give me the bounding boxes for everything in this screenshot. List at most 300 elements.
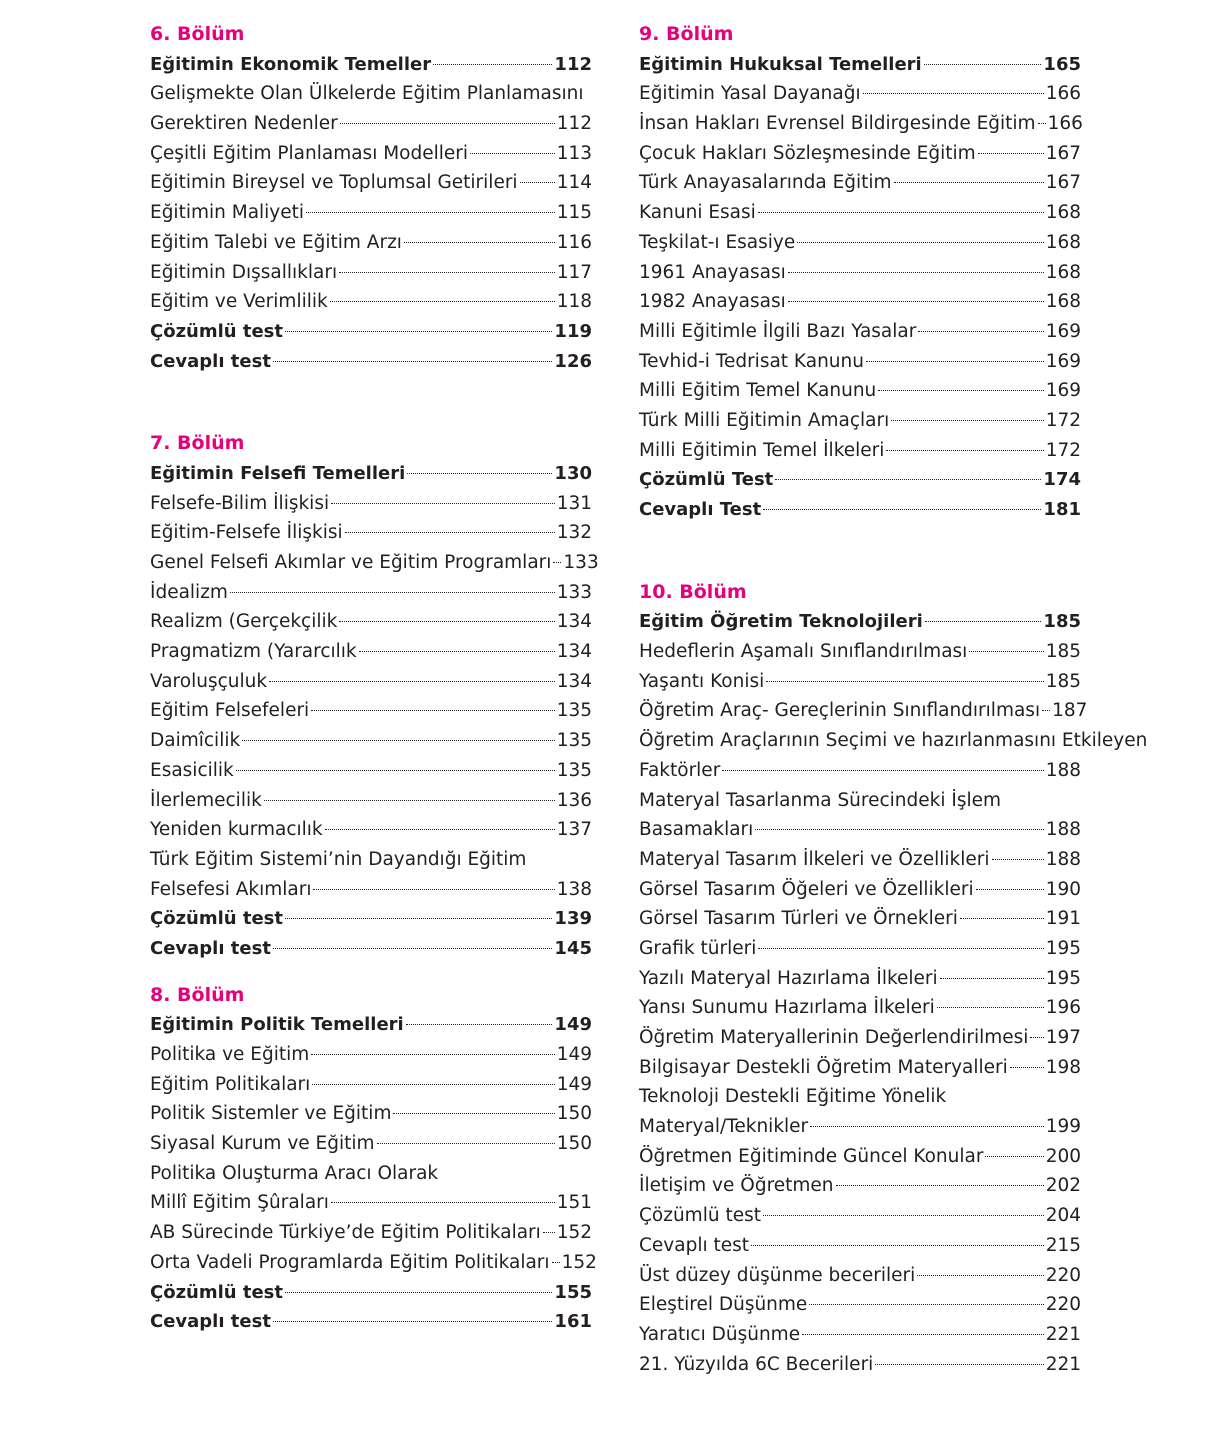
dot-leader — [758, 948, 1043, 949]
dot-leader — [755, 829, 1043, 830]
toc-entry[interactable] — [150, 1099, 592, 1129]
page-number: 137 — [556, 819, 592, 841]
entry-title: Cevaplı test — [150, 350, 271, 372]
entry-title: Bilgisayar Destekli Öğretim Materyalleri — [639, 1056, 1008, 1078]
toc-entry[interactable] — [150, 198, 592, 228]
entry-title: Çözümlü test — [150, 1281, 284, 1303]
toc-entry[interactable] — [639, 1023, 1081, 1053]
entry-title: Çözümlü test — [639, 1205, 761, 1227]
page-number: 130 — [554, 462, 592, 484]
entry-title: Gerektiren Nedenler — [150, 113, 338, 135]
toc-entry[interactable] — [150, 667, 592, 697]
dot-leader — [340, 123, 555, 124]
page-number: 197 — [1045, 1027, 1081, 1048]
entry-title: Eğitimin Dışsallıkları — [150, 261, 338, 283]
toc-entry[interactable] — [639, 1290, 1081, 1320]
entry-title: İnsan Hakları Evrensel Bildirgesinde Eğitim — [639, 113, 1036, 135]
page-number: 168 — [1045, 291, 1081, 313]
dot-leader — [359, 651, 555, 652]
toc-entry[interactable] — [150, 168, 592, 198]
entry-title: Milli Eğitimin Temel İlkeleri — [639, 439, 885, 461]
dot-leader — [285, 331, 552, 332]
dot-leader — [264, 800, 555, 801]
toc-entry[interactable] — [639, 1320, 1081, 1350]
entry-title: Eğitimin Ekonomik Temeller — [150, 53, 432, 75]
page-number: 136 — [556, 789, 592, 811]
dot-leader — [230, 592, 555, 593]
section-heading: 6. Bölüm — [150, 23, 245, 45]
toc-entry[interactable] — [639, 637, 1081, 667]
page-number: 196 — [1045, 997, 1081, 1019]
dot-leader — [924, 64, 1042, 65]
page-number: 188 — [1045, 819, 1081, 841]
entry-title: Eğitimin Politik Temelleri — [150, 1014, 404, 1036]
entry-title: Yeniden kurmacılık — [150, 819, 323, 841]
entry-title: Türk Eğitim Sistemi’nin Dayandığı Eğitim — [150, 848, 527, 870]
toc-entry[interactable] — [639, 376, 1081, 406]
page-number: 117 — [556, 261, 592, 283]
dot-leader — [520, 182, 555, 183]
page-number: 149 — [556, 1073, 592, 1095]
page-number: 133 — [556, 581, 592, 603]
toc-entry[interactable] — [639, 198, 1081, 228]
page-number: 198 — [1045, 1056, 1081, 1078]
toc-entry[interactable] — [150, 1010, 592, 1040]
entry-title: Orta Vadeli Programlarda Eğitim Politikaları — [150, 1251, 550, 1273]
page-number: 132 — [556, 522, 592, 544]
entry-title: Türk Milli Eğitimin Amaçları — [639, 409, 890, 431]
page-number: 167 — [1045, 172, 1081, 194]
dot-leader — [330, 301, 555, 302]
toc-entry[interactable] — [639, 607, 1081, 637]
dot-leader — [433, 64, 552, 65]
toc-entry[interactable] — [150, 317, 592, 347]
dot-leader — [985, 1156, 1043, 1157]
dot-leader — [273, 361, 553, 362]
dot-leader — [242, 740, 555, 741]
toc-entry[interactable] — [150, 518, 592, 548]
entry-title: Genel Felsefi Akımlar ve Eğitim Programları — [150, 552, 552, 573]
page-number: 135 — [556, 759, 592, 781]
page-number: 139 — [554, 908, 592, 930]
page-number: 185 — [1045, 641, 1081, 663]
entry-title: Öğretmen Eğitiminde Güncel Konular — [639, 1145, 984, 1167]
page-number: 126 — [554, 350, 592, 372]
toc-entry[interactable] — [150, 1070, 592, 1100]
page-number: 149 — [554, 1014, 592, 1036]
entry-title: Cevaplı test — [639, 1234, 750, 1256]
dot-leader — [763, 509, 1041, 510]
dot-leader — [810, 1126, 1044, 1127]
entry-title: Felsefe-Bilim İlişkisi — [150, 492, 330, 514]
entry-title: Yansı Sunumu Hazırlama İlkeleri — [639, 997, 935, 1019]
entry-title: Eğitimin Bireysel ve Toplumsal Getirileri — [150, 172, 518, 194]
dot-leader — [878, 390, 1043, 391]
dot-leader — [751, 1245, 1044, 1246]
toc-entry[interactable] — [639, 347, 1081, 377]
toc-entry[interactable] — [639, 1231, 1081, 1261]
dot-leader — [917, 1275, 1043, 1276]
entry-title: Cevaplı test — [150, 937, 271, 959]
entry-title: Hedeflerin Aşamalı Sınıflandırılması — [639, 641, 968, 663]
dot-leader — [758, 212, 1044, 213]
dot-leader — [552, 1262, 560, 1263]
toc-entry[interactable] — [150, 578, 592, 608]
entry-title: Grafik türleri — [639, 937, 757, 959]
page-number: 187 — [1052, 700, 1088, 722]
toc-entry[interactable] — [150, 1129, 592, 1159]
dot-leader — [269, 681, 555, 682]
dot-leader — [553, 562, 561, 563]
page-number: 221 — [1045, 1323, 1081, 1345]
entry-title: Politika ve Eğitim — [150, 1044, 310, 1065]
entry-title: Çözümlü Test — [639, 469, 774, 491]
toc-entry[interactable] — [150, 287, 592, 317]
dot-leader — [891, 420, 1043, 421]
toc-entry[interactable] — [639, 1261, 1081, 1291]
toc-entry[interactable] — [639, 696, 1088, 726]
entry-title: Pragmatizm (Yararcılık — [150, 641, 357, 663]
entry-title: Eğitim ve Verimlilik — [150, 291, 328, 313]
dot-leader — [960, 918, 1044, 919]
toc-entry[interactable] — [150, 637, 592, 667]
page-number: 131 — [556, 492, 592, 514]
toc-entry[interactable] — [639, 465, 1081, 495]
entry-title: 1982 Anayasası — [639, 291, 786, 313]
dot-leader — [797, 242, 1043, 243]
dot-leader — [937, 1007, 1044, 1008]
toc-entry[interactable] — [150, 1040, 592, 1070]
entry-title: Öğretim Araç- Gereçlerinin Sınıflandırılması — [639, 700, 1041, 722]
toc-entry[interactable] — [639, 1201, 1081, 1231]
page-number: 135 — [556, 700, 592, 722]
toc-entry[interactable] — [150, 696, 592, 726]
entry-title: Cevaplı Test — [639, 499, 762, 520]
entry-title: Materyal Tasarlanma Sürecindeki İşlem — [639, 789, 1002, 811]
page-number: 112 — [554, 53, 592, 75]
page-number: 155 — [554, 1281, 592, 1303]
page-number: 172 — [1045, 409, 1081, 431]
page-number: 169 — [1045, 320, 1081, 342]
page-number: 220 — [1045, 1264, 1081, 1286]
page-number: 152 — [556, 1222, 592, 1244]
dot-leader — [345, 532, 555, 533]
entry-title: Öğretim Materyallerinin Değerlendirilmesi — [639, 1027, 1029, 1048]
toc-entry[interactable] — [150, 347, 592, 377]
dot-leader — [809, 1304, 1043, 1305]
dot-leader — [918, 331, 1043, 332]
toc-entry[interactable] — [150, 139, 592, 169]
page-number: 150 — [556, 1103, 592, 1125]
entry-title: Çeşitli Eğitim Planlaması Modelleri — [150, 142, 469, 164]
toc-entry[interactable] — [150, 459, 592, 489]
entry-title: Eğitimin Felsefi Temelleri — [150, 462, 406, 484]
toc-entry[interactable] — [639, 875, 1081, 905]
toc-entry[interactable] — [639, 1112, 1081, 1142]
dot-leader — [763, 1215, 1044, 1216]
toc-section — [639, 20, 1081, 525]
dot-leader — [722, 770, 1043, 771]
page-number: 166 — [1047, 113, 1083, 135]
page-number: 116 — [556, 231, 592, 253]
toc-entry[interactable] — [639, 139, 1081, 169]
toc-entry[interactable] — [639, 436, 1081, 466]
entry-title: Materyal Tasarım İlkeleri ve Özellikleri — [639, 848, 990, 870]
dot-leader — [285, 918, 552, 919]
dot-leader — [802, 1334, 1044, 1335]
toc-entry[interactable] — [150, 489, 592, 519]
dot-leader — [406, 1024, 553, 1025]
toc-entry[interactable] — [150, 607, 592, 637]
entry-title: Daimîcilik — [150, 730, 241, 752]
toc-entry[interactable] — [150, 109, 592, 139]
entry-title: Milli Eğitimle İlgili Bazı Yasalar — [639, 320, 917, 342]
toc-left-column — [150, 20, 599, 1390]
dot-leader — [285, 1292, 552, 1293]
entry-title: Eğitimin Maliyeti — [150, 202, 305, 224]
toc-entry[interactable] — [639, 815, 1081, 845]
dot-leader — [866, 361, 1044, 362]
entry-title: Eğitim Politikaları — [150, 1073, 311, 1095]
section-heading: 8. Bölüm — [150, 983, 245, 1006]
toc-entry[interactable] — [639, 934, 1081, 964]
toc-entry[interactable] — [639, 726, 1148, 756]
entry-title: Politik Sistemler ve Eğitim — [150, 1103, 392, 1125]
page-number: 167 — [1045, 142, 1081, 164]
dot-leader — [1038, 123, 1046, 124]
toc-entry[interactable] — [150, 845, 592, 875]
page-number: 200 — [1045, 1145, 1081, 1167]
page-number: 138 — [556, 878, 592, 900]
entry-title: Yazılı Materyal Hazırlama İlkeleri — [639, 967, 938, 989]
page-number: 185 — [1045, 670, 1081, 692]
page-number: 113 — [556, 142, 592, 164]
page-number: 118 — [556, 291, 592, 313]
page-number: 134 — [556, 641, 592, 663]
toc-entry[interactable] — [639, 845, 1081, 875]
toc-entry[interactable] — [150, 1218, 592, 1248]
toc-entry[interactable] — [150, 548, 599, 578]
entry-title: Siyasal Kurum ve Eğitim — [150, 1133, 375, 1155]
page-number: 188 — [1045, 759, 1081, 781]
entry-title: Yaratıcı Düşünme — [639, 1323, 801, 1345]
toc-entry[interactable] — [639, 287, 1081, 317]
toc-entry[interactable] — [150, 228, 592, 258]
entry-title: İletişim ve Öğretmen — [639, 1175, 834, 1197]
dot-leader — [925, 621, 1042, 622]
toc-entry[interactable] — [639, 317, 1081, 347]
entry-title: Türk Anayasalarında Eğitim — [639, 172, 892, 194]
toc-entry[interactable] — [639, 1171, 1081, 1201]
page-number: 114 — [556, 172, 592, 194]
toc-entry[interactable] — [150, 1188, 592, 1218]
entry-title: Esasicilik — [150, 759, 234, 781]
entry-title: Varoluşçuluk — [150, 670, 268, 692]
dot-leader — [836, 1185, 1044, 1186]
entry-title: Faktörler — [639, 759, 721, 781]
toc-entry[interactable] — [639, 904, 1081, 934]
dot-leader — [894, 182, 1044, 183]
toc-entry[interactable] — [639, 1082, 1081, 1112]
entry-title: Milli Eğitim Temel Kanunu — [639, 380, 877, 402]
dot-leader — [978, 153, 1044, 154]
page-number: 115 — [556, 202, 592, 224]
toc-entry[interactable] — [639, 964, 1081, 994]
dot-leader — [311, 710, 554, 711]
toc-entry[interactable] — [639, 109, 1081, 139]
toc-entry[interactable] — [639, 993, 1081, 1023]
dot-leader — [313, 889, 554, 890]
page-number: 195 — [1045, 967, 1081, 989]
toc-entry[interactable] — [639, 1142, 1081, 1172]
page-number: 202 — [1045, 1175, 1081, 1197]
page-number: 135 — [556, 730, 592, 752]
toc-entry[interactable] — [639, 667, 1081, 697]
toc-entry[interactable] — [150, 815, 592, 845]
toc-entry[interactable] — [639, 406, 1081, 436]
section-heading: 10. Bölüm — [639, 580, 747, 603]
toc-right-column — [639, 20, 1148, 1432]
entry-title: Cevaplı test — [150, 1311, 271, 1333]
page-number: 134 — [556, 611, 592, 633]
dot-leader — [377, 1143, 555, 1144]
entry-title: İlerlemecilik — [150, 789, 262, 811]
page-number: 185 — [1043, 611, 1081, 633]
page-number: 152 — [561, 1251, 597, 1273]
page-number: 199 — [1045, 1116, 1081, 1138]
toc-entry[interactable] — [150, 875, 592, 905]
toc-section — [150, 20, 592, 376]
page-number: 151 — [556, 1192, 592, 1214]
page-number: 195 — [1045, 937, 1081, 959]
dot-leader — [940, 978, 1044, 979]
dot-leader — [863, 93, 1044, 94]
toc-entry[interactable] — [639, 1053, 1081, 1083]
entry-title: Felsefesi Akımları — [150, 878, 312, 900]
toc-entry[interactable] — [150, 786, 592, 816]
toc-entry[interactable] — [150, 1159, 592, 1189]
toc-entry[interactable] — [639, 228, 1081, 258]
entry-title: Eğitim Talebi ve Eğitim Arzı — [150, 231, 402, 253]
toc-entry[interactable] — [150, 1278, 592, 1308]
entry-title: Gelişmekte Olan Ülkelerde Eğitim Planlamasını — [150, 83, 584, 105]
page-number: 165 — [1043, 53, 1081, 75]
entry-title: Görsel Tasarım Öğeleri ve Özellikleri — [639, 878, 974, 900]
entry-title: Basamakları — [639, 819, 754, 841]
entry-title: Tevhid-i Tedrisat Kanunu — [639, 350, 864, 372]
dot-leader — [1010, 1067, 1044, 1068]
toc-entry[interactable] — [150, 726, 592, 756]
toc-entry[interactable] — [639, 786, 1081, 816]
dot-leader — [766, 681, 1043, 682]
dot-leader — [543, 1232, 555, 1233]
page-number: 145 — [554, 937, 592, 959]
toc-entry[interactable] — [150, 79, 592, 109]
dot-leader — [788, 272, 1044, 273]
entry-title: Öğretim Araçlarının Seçimi ve hazırlanmasını Etkileyen — [639, 730, 1148, 752]
entry-title: Eleştirel Düşünme — [639, 1294, 808, 1316]
page-number: 215 — [1045, 1234, 1081, 1256]
page-number: 221 — [1045, 1353, 1081, 1375]
page-number: 174 — [1043, 469, 1081, 491]
toc-entry[interactable] — [639, 79, 1081, 109]
page-number: 166 — [1045, 83, 1081, 105]
entry-title: Millî Eğitim Şûraları — [150, 1192, 329, 1214]
toc-entry[interactable] — [639, 756, 1081, 786]
toc-entry[interactable] — [639, 495, 1081, 525]
toc-entry[interactable] — [150, 934, 592, 964]
dot-leader — [470, 153, 555, 154]
toc-entry[interactable] — [639, 258, 1081, 288]
dot-leader — [404, 242, 555, 243]
entry-title: Üst düzey düşünme becerileri — [639, 1264, 916, 1286]
entry-title: 21. Yüzyılda 6C Becerileri — [639, 1353, 874, 1375]
entry-title: Kanuni Esasi — [639, 202, 756, 224]
page-number: 168 — [1045, 202, 1081, 224]
entry-title: Eğitimin Yasal Dayanağı — [639, 83, 861, 105]
dot-leader — [969, 651, 1043, 652]
entry-title: Çözümlü test — [150, 320, 284, 342]
dot-leader — [886, 450, 1043, 451]
entry-title: İdealizm — [150, 581, 228, 603]
toc-entry[interactable] — [150, 50, 592, 80]
dot-leader — [976, 889, 1044, 890]
dot-leader — [1030, 1037, 1043, 1038]
dot-leader — [775, 479, 1041, 480]
entry-title: AB Sürecinde Türkiye’de Eğitim Politikaları — [150, 1222, 541, 1244]
page-number: 134 — [556, 670, 592, 692]
page-number: 149 — [556, 1044, 592, 1065]
dot-leader — [273, 948, 553, 949]
toc-entry[interactable] — [150, 756, 592, 786]
entry-title: 1961 Anayasası — [639, 261, 786, 283]
entry-title: Eğitim-Felsefe İlişkisi — [150, 522, 343, 544]
dot-leader — [325, 829, 555, 830]
toc-entry[interactable] — [150, 904, 592, 934]
page-number: 133 — [563, 552, 599, 573]
page-number: 220 — [1045, 1294, 1081, 1316]
toc-entry[interactable] — [639, 168, 1081, 198]
page-number: 190 — [1045, 878, 1081, 900]
dot-leader — [788, 301, 1044, 302]
dot-leader — [273, 1321, 553, 1322]
toc-entry[interactable] — [150, 258, 592, 288]
entry-title: Çözümlü test — [150, 908, 284, 930]
page-number: 150 — [556, 1133, 592, 1155]
dot-leader — [393, 1113, 554, 1114]
dot-leader — [1042, 710, 1050, 711]
page-number: 168 — [1045, 231, 1081, 253]
entry-title: Realizm (Gerçekçilik — [150, 611, 338, 633]
page-number: 188 — [1045, 848, 1081, 870]
dot-leader — [339, 621, 554, 622]
page-number: 119 — [554, 320, 592, 342]
toc-entry[interactable] — [150, 1307, 592, 1337]
section-heading: 9. Bölüm — [639, 23, 734, 45]
entry-title: Görsel Tasarım Türleri ve Örnekleri — [639, 908, 958, 930]
page-number: 191 — [1045, 908, 1081, 930]
toc-entry[interactable] — [639, 1350, 1081, 1380]
entry-title: Materyal/Teknikler — [639, 1116, 809, 1138]
dot-leader — [875, 1364, 1043, 1365]
toc-entry[interactable] — [639, 50, 1081, 80]
page-number: 112 — [556, 113, 592, 135]
page-number: 181 — [1043, 499, 1081, 520]
page-number: 168 — [1045, 261, 1081, 283]
dot-leader — [331, 1202, 555, 1203]
toc-entry[interactable] — [150, 1248, 597, 1278]
dot-leader — [311, 1054, 554, 1055]
